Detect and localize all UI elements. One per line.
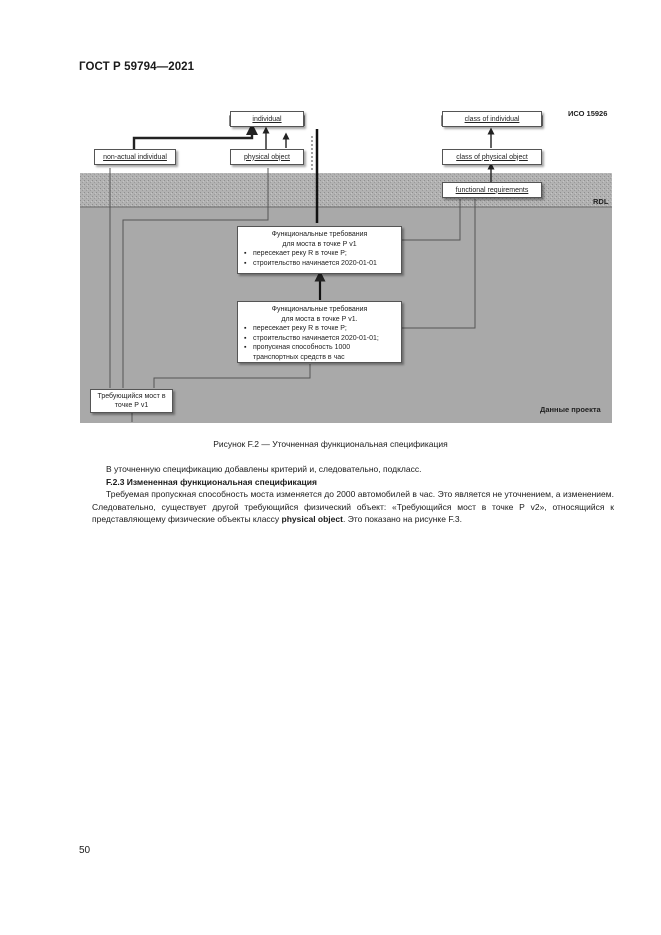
project-data-area xyxy=(80,173,612,423)
physical-object-label: physical object xyxy=(244,153,290,161)
fr-v1-title-line1: Функциональные требования xyxy=(271,231,368,238)
required-bridge-label: Требующийся мост в точке Р v1 xyxy=(97,393,166,409)
diagram-figure xyxy=(80,96,612,423)
individual-box xyxy=(230,111,304,127)
fr-v1-item: ▪ строительство начинается 2020-01-01 xyxy=(243,259,396,269)
class-of-individual-label: class of individual xyxy=(464,115,520,123)
physical-object-box xyxy=(230,149,304,165)
fr-v1-refined-item: ▪ пропускная способность 1000 транспортных средств в час xyxy=(243,343,396,362)
page-number: 50 xyxy=(79,845,91,856)
individual-label: individual xyxy=(252,115,282,123)
physical-object-term: physical object xyxy=(281,514,343,525)
project-data-label: Данные проекта xyxy=(540,405,601,414)
functional-requirements-v1-box xyxy=(237,226,402,274)
fr-v1-refined-item: ▪ строительство начинается 2020-01-01; xyxy=(243,334,396,344)
paragraph-changed-spec-end: . Это показано на рисунке F.3. xyxy=(342,514,463,525)
rdl-label: RDL xyxy=(593,197,609,206)
fr-v1-title-line2: для моста в точке Р v1 xyxy=(282,240,357,248)
paragraph-refined-spec: В уточненную спецификацию добавлены критерий и, следовательно, подкласс. xyxy=(106,464,422,474)
class-of-physical-object-label: class of physical object xyxy=(456,153,528,161)
section-heading: F.2.3 Измененная функциональная спецификация xyxy=(106,476,317,487)
fr-v1-refined-item: ▪ пересекает реку R в точке Р; xyxy=(243,324,396,334)
fr-v1-refined-title-line1: Функциональные требования xyxy=(271,306,368,313)
functional-requirements-box xyxy=(442,182,542,198)
functional-requirements-v1-refined-box xyxy=(237,301,402,363)
standard-label: ИСО 15926 xyxy=(568,109,608,118)
fr-v1-refined-title-line2: для моста в точке Р v1. xyxy=(281,315,358,323)
non-actual-individual-box xyxy=(94,149,176,165)
paragraph-changed-spec xyxy=(92,488,614,526)
required-bridge-box xyxy=(90,389,173,413)
figure-caption: Рисунок F.2 — Уточненная функциональная спецификация xyxy=(213,439,448,449)
document-header: ГОСТ Р 59794—2021 xyxy=(79,61,195,73)
body-text xyxy=(92,463,614,526)
class-of-physical-object-box xyxy=(442,149,542,165)
paragraph-changed-spec-text: Требуемая пропускная способность моста изменяется до 2000 автомобилей в час. Это является не уточнением, а изменением. Следовательно, существует другой требующийся физический объект: «Требующийся мост в точке Р v2», относящийся к представляющему физические объекты классу xyxy=(92,489,614,525)
non-actual-individual-label: non-actual individual xyxy=(103,153,167,161)
functional-requirements-label: functional requirements xyxy=(455,186,529,194)
fr-v1-item: ▪ пересекает реку R в точке Р; xyxy=(243,249,396,259)
class-of-individual-box xyxy=(442,111,542,127)
